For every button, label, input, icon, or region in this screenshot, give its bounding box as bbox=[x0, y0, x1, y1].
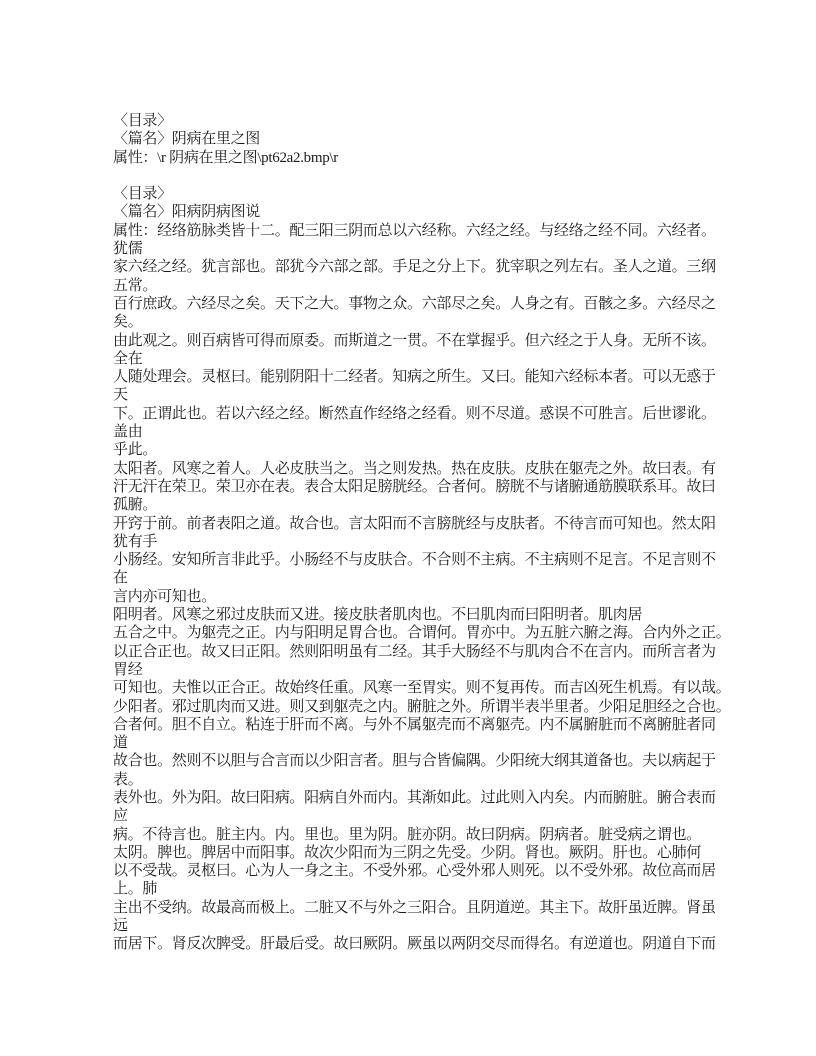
text-line: 应 bbox=[113, 808, 128, 825]
text-line: 小肠经。安知所言非此乎。小肠经不与皮肤合。不合则不主病。不主病则不足言。不足言则不 bbox=[113, 552, 716, 569]
text-line: 天 bbox=[113, 387, 128, 404]
text-line: 由此观之。则百病皆可得而原委。而斯道之一贯。不在掌握乎。但六经之于人身。无所不该。 bbox=[113, 332, 716, 349]
text-line: 矣。 bbox=[113, 314, 143, 331]
text-line: 乎此。 bbox=[113, 442, 158, 459]
text-line: 言内亦可知也。 bbox=[113, 588, 216, 605]
text-line: 百行庶政。六经尽之矣。天下之大。事物之众。六部尽之矣。人身之有。百骸之多。六经尽之 bbox=[113, 295, 716, 312]
text-line: 属性：\r 阴病在里之图\pt62a2.bmp\r bbox=[113, 149, 338, 166]
text-block bbox=[113, 112, 761, 954]
text-line: 太阴。脾也。脾居中而阳事。故次少阳而为三阴之先受。少阴。肾也。厥阴。肝也。心肺何 bbox=[113, 844, 702, 861]
text-line: 而居下。肾反次脾受。肝最后受。故曰厥阴。厥虽以两阴交尽而得名。有逆道也。阴道自下而 bbox=[113, 936, 716, 953]
text-line: 道 bbox=[113, 735, 128, 752]
text-line: 〈目录〉 bbox=[113, 113, 172, 129]
text-line: 以不受哉。灵枢曰。心为人一身之主。不受外邪。心受外邪人则死。以不受外邪。故位高而居 bbox=[113, 863, 716, 880]
text-line: 〈目录〉 bbox=[113, 186, 172, 203]
text-line: 远 bbox=[113, 918, 128, 935]
text-line: 以正合正也。故又曰正阳。然则阳明虽有二经。其手大肠经不与肌肉合不在言内。而所言者为 bbox=[113, 643, 716, 660]
text-line: 合者何。胆不自立。粘连于肝而不离。与外不属躯壳而不离躯壳。内不属腑脏而不离腑脏者同 bbox=[113, 716, 716, 733]
text-line: 表。 bbox=[113, 771, 143, 788]
text-line: 犹儒 bbox=[113, 241, 143, 258]
text-line: 五常。 bbox=[113, 277, 158, 294]
text-line: 〈篇名〉阳病阴病图说 bbox=[113, 204, 261, 221]
text-line: 在 bbox=[113, 570, 128, 587]
text-line: 故合也。然则不以胆与合言而以少阳言者。胆与合皆偏隅。少阳统大纲其道备也。夫以病起于 bbox=[113, 753, 716, 770]
text-line: 下。正谓此也。若以六经之经。断然直作经络之经看。则不尽道。惑误不可胜言。后世谬讹。 bbox=[113, 405, 716, 422]
text-line: 犹有手 bbox=[113, 533, 158, 550]
blank-line bbox=[113, 167, 761, 185]
text-line: 胃经 bbox=[113, 661, 143, 678]
text-line: 太阳者。风寒之着人。人必皮肤当之。当之则发热。热在皮肤。皮肤在躯壳之外。故曰表。有 bbox=[113, 460, 716, 477]
text-line: 全在 bbox=[113, 350, 143, 367]
text-line: 五合之中。为躯壳之正。内与阳明足胃合也。合谓何。胃亦中。为五脏六腑之海。合内外之正。 bbox=[113, 625, 731, 642]
text-line: 孤腑。 bbox=[113, 497, 158, 514]
text-line: 上。肺 bbox=[113, 881, 158, 898]
text-line: 少阳者。邪过肌肉而又进。则又到躯壳之内。腑脏之外。所谓半表半里者。少阳足胆经之合也。 bbox=[113, 698, 731, 715]
text-line: 属性：经络筋脉类皆十二。配三阳三阴而总以六经称。六经之经。与经络之经不同。六经者。 bbox=[113, 222, 716, 239]
text-line: 〈篇名〉阴病在里之图 bbox=[113, 131, 261, 148]
text-line: 病。不待言也。脏主内。内。里也。里为阴。脏亦阴。故曰阴病。阴病者。脏受病之谓也。 bbox=[113, 826, 702, 843]
text-line: 开窍于前。前者表阳之道。故合也。言太阳而不言膀胱经与皮肤者。不待言而可知也。然太阳 bbox=[113, 515, 716, 532]
text-line: 可知也。夫惟以正合正。故始终任重。风寒一至胃实。则不复再传。而吉凶死生机焉。有以哉。 bbox=[113, 680, 731, 697]
text-line: 盖由 bbox=[113, 424, 143, 441]
text-line: 汗无汗在荣卫。荣卫亦在表。表合太阳足膀胱经。合者何。膀胱不与诸腑通筋膜联系耳。故曰 bbox=[113, 478, 716, 495]
text-line: 主出不受纳。故最高而极上。二脏又不与外之三阳合。且阴道逆。其主下。故肝虽近脾。肾虽 bbox=[113, 899, 716, 916]
text-line: 人随处理会。灵枢曰。能别阴阳十二经者。知病之所生。又曰。能知六经标本者。可以无惑于 bbox=[113, 369, 716, 386]
text-line: 阳明者。风寒之邪过皮肤而又进。接皮肤者肌肉也。不曰肌肉而曰阳明者。肌肉居 bbox=[113, 607, 643, 624]
text-line: 家六经之经。犹言部也。部犹今六部之部。手足之分上下。犹宰职之列左右。圣人之道。三纲 bbox=[113, 259, 716, 276]
text-line: 表外也。外为阳。故曰阳病。阳病自外而内。其渐如此。过此则入内矣。内而腑脏。腑合表而 bbox=[113, 789, 716, 806]
